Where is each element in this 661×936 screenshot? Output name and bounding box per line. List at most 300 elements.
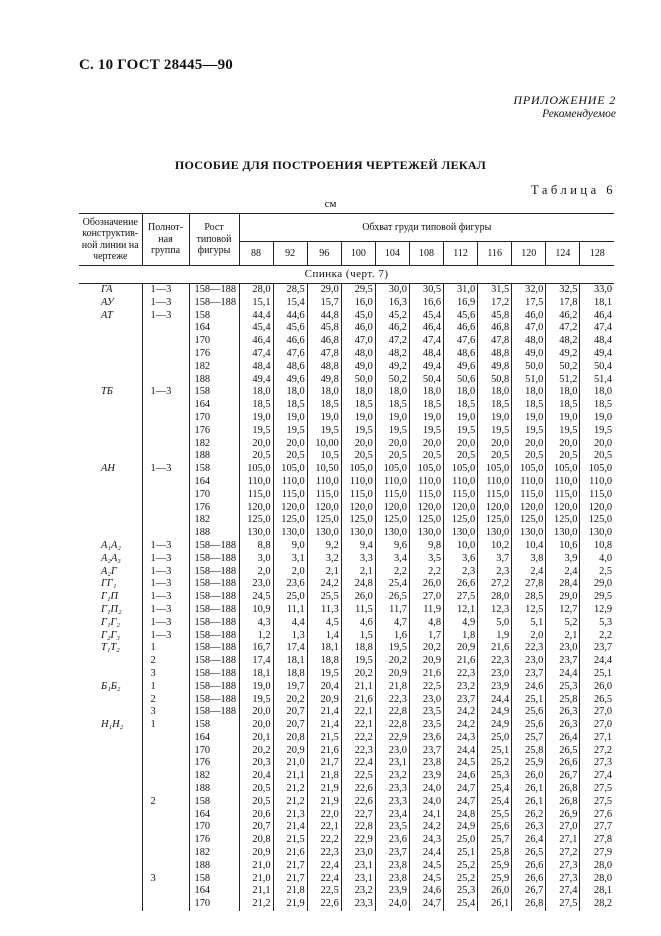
value-cell: 18,8 xyxy=(307,655,341,668)
value-cell: 9,6 xyxy=(375,540,409,553)
document-title: ПОСОБИЕ ДЛЯ ПОСТРОЕНИЯ ЧЕРТЕЖЕЙ ЛЕКАЛ xyxy=(174,158,487,172)
value-cell: 115,0 xyxy=(546,489,580,502)
value-cell: 31,0 xyxy=(444,284,478,297)
line-name-cell: А₂А₃ xyxy=(101,552,121,564)
value-cell: 4,7 xyxy=(375,617,409,630)
value-cell: 11,1 xyxy=(273,604,307,617)
table-row xyxy=(79,873,614,886)
value-cell: 25,4 xyxy=(478,783,512,796)
value-cell: 21,9 xyxy=(307,783,341,796)
line-name-cell xyxy=(79,361,142,374)
value-cell: 20,0 xyxy=(444,438,478,451)
value-cell: 15,7 xyxy=(307,297,341,310)
value-cell: 30,5 xyxy=(409,284,443,297)
line-name-cell xyxy=(79,770,142,783)
line-name-cell xyxy=(79,399,142,412)
value-cell: 18,8 xyxy=(273,668,307,681)
height-cell: 182 xyxy=(189,770,239,783)
value-cell: 45,4 xyxy=(239,322,273,335)
value-cell: 17,8 xyxy=(546,297,580,310)
value-cell: 19,5 xyxy=(341,655,375,668)
group-cell xyxy=(142,374,189,387)
value-cell: 30,0 xyxy=(375,284,409,297)
value-cell: 120,0 xyxy=(341,502,375,515)
table-row xyxy=(79,681,614,694)
value-cell: 120,0 xyxy=(580,502,614,515)
value-cell: 22,3 xyxy=(444,668,478,681)
value-cell: 49,2 xyxy=(546,348,580,361)
height-cell: 176 xyxy=(189,425,239,438)
value-cell: 19,5 xyxy=(307,668,341,681)
value-cell: 49,6 xyxy=(273,374,307,387)
group-cell xyxy=(142,361,189,374)
table-row xyxy=(79,310,614,323)
value-cell: 21,6 xyxy=(409,668,443,681)
value-cell: 11,7 xyxy=(375,604,409,617)
value-cell: 27,5 xyxy=(580,796,614,809)
value-cell: 22,3 xyxy=(307,847,341,860)
value-cell: 18,1 xyxy=(273,655,307,668)
value-cell: 105,0 xyxy=(512,463,546,476)
value-cell: 24,7 xyxy=(444,783,478,796)
height-cell: 176 xyxy=(189,348,239,361)
value-cell: 25,9 xyxy=(512,757,546,770)
value-cell: 26,1 xyxy=(478,898,512,911)
value-cell: 22,9 xyxy=(375,732,409,745)
value-cell: 24,4 xyxy=(478,694,512,707)
height-cell: 170 xyxy=(189,898,239,911)
value-cell: 1,7 xyxy=(409,630,443,643)
chest-size-header: 116 xyxy=(478,242,512,266)
value-cell: 24,4 xyxy=(580,655,614,668)
height-cell: 164 xyxy=(189,476,239,489)
line-name-cell: ТБ xyxy=(101,386,113,398)
value-cell: 49,4 xyxy=(580,348,614,361)
value-cell: 20,1 xyxy=(239,732,273,745)
value-cell: 23,5 xyxy=(409,706,443,719)
table-row xyxy=(79,386,614,399)
table-row xyxy=(79,885,614,898)
line-name-cell xyxy=(79,809,142,822)
line-name-cell: АУ xyxy=(101,296,114,308)
value-cell: 23,5 xyxy=(409,719,443,732)
value-cell: 48,6 xyxy=(444,348,478,361)
value-cell: 48,2 xyxy=(546,335,580,348)
value-cell: 23,6 xyxy=(409,732,443,745)
value-cell: 20,5 xyxy=(375,450,409,463)
value-cell: 24,4 xyxy=(409,847,443,860)
table-row xyxy=(79,335,614,348)
value-cell: 45,0 xyxy=(341,310,375,323)
height-cell: 158 xyxy=(189,719,239,732)
value-cell: 21,0 xyxy=(239,860,273,873)
value-cell: 9,4 xyxy=(341,540,375,553)
value-cell: 110,0 xyxy=(239,476,273,489)
value-cell: 19,5 xyxy=(546,425,580,438)
table-row xyxy=(79,694,614,707)
value-cell: 23,2 xyxy=(341,885,375,898)
value-cell: 110,0 xyxy=(546,476,580,489)
height-cell: 170 xyxy=(189,335,239,348)
value-cell: 26,5 xyxy=(375,591,409,604)
value-cell: 32,5 xyxy=(546,284,580,297)
value-cell: 28,2 xyxy=(580,898,614,911)
value-cell: 27,5 xyxy=(546,898,580,911)
value-cell: 18,5 xyxy=(409,399,443,412)
value-cell: 2,3 xyxy=(478,566,512,579)
value-cell: 23,6 xyxy=(273,578,307,591)
value-cell: 20,2 xyxy=(273,694,307,707)
value-cell: 24,4 xyxy=(444,745,478,758)
value-cell: 27,2 xyxy=(546,847,580,860)
value-cell: 2,0 xyxy=(239,566,273,579)
value-cell: 4,9 xyxy=(444,617,478,630)
value-cell: 22,3 xyxy=(341,745,375,758)
value-cell: 25,9 xyxy=(478,860,512,873)
value-cell: 23,9 xyxy=(478,681,512,694)
chest-size-header: 92 xyxy=(273,242,307,266)
value-cell: 22,5 xyxy=(307,885,341,898)
value-cell: 18,0 xyxy=(273,386,307,399)
value-cell: 21,3 xyxy=(273,809,307,822)
value-cell: 22,0 xyxy=(307,809,341,822)
section-title: Спинка (черт. 7) xyxy=(79,266,614,284)
value-cell: 23,0 xyxy=(546,642,580,655)
table-row xyxy=(79,630,614,643)
value-cell: 120,0 xyxy=(409,502,443,515)
table-row xyxy=(79,706,614,719)
value-cell: 20,5 xyxy=(239,796,273,809)
value-cell: 33,0 xyxy=(580,284,614,297)
group-cell xyxy=(142,322,189,335)
value-cell: 23,7 xyxy=(512,668,546,681)
value-cell: 21,4 xyxy=(307,706,341,719)
value-cell: 9,0 xyxy=(273,540,307,553)
value-cell: 45,6 xyxy=(273,322,307,335)
value-cell: 20,2 xyxy=(409,642,443,655)
value-cell: 20,0 xyxy=(478,438,512,451)
value-cell: 24,5 xyxy=(239,591,273,604)
value-cell: 20,9 xyxy=(239,847,273,860)
value-cell: 26,8 xyxy=(546,783,580,796)
value-cell: 3,9 xyxy=(546,553,580,566)
value-cell: 18,5 xyxy=(273,399,307,412)
group-cell xyxy=(142,847,189,860)
group-cell: 1 xyxy=(142,681,189,694)
height-cell: 188 xyxy=(189,374,239,387)
value-cell: 19,5 xyxy=(478,425,512,438)
line-name-cell xyxy=(79,476,142,489)
value-cell: 120,0 xyxy=(444,502,478,515)
height-cell: 158—188 xyxy=(189,284,239,297)
table-row xyxy=(79,668,614,681)
table-row xyxy=(79,348,614,361)
value-cell: 21,8 xyxy=(375,681,409,694)
value-cell: 23,3 xyxy=(341,898,375,911)
line-name-cell xyxy=(79,694,142,707)
group-cell xyxy=(142,399,189,412)
value-cell: 27,0 xyxy=(546,821,580,834)
value-cell: 21,0 xyxy=(239,873,273,886)
value-cell: 51,2 xyxy=(546,374,580,387)
line-name-cell: ГГ₁ xyxy=(101,578,117,590)
value-cell: 27,0 xyxy=(580,706,614,719)
value-cell: 23,3 xyxy=(375,796,409,809)
value-cell: 19,5 xyxy=(512,425,546,438)
table-row xyxy=(79,527,614,540)
value-cell: 4,6 xyxy=(341,617,375,630)
value-cell: 24,3 xyxy=(444,732,478,745)
value-cell: 2,5 xyxy=(580,566,614,579)
table-row xyxy=(79,553,614,566)
value-cell: 115,0 xyxy=(239,489,273,502)
value-cell: 47,6 xyxy=(444,335,478,348)
value-cell: 29,0 xyxy=(546,591,580,604)
value-cell: 120,0 xyxy=(546,502,580,515)
table-row xyxy=(79,655,614,668)
table-row xyxy=(79,297,614,310)
value-cell: 28,1 xyxy=(580,885,614,898)
value-cell: 22,5 xyxy=(341,770,375,783)
group-cell xyxy=(142,885,189,898)
value-cell: 27,8 xyxy=(512,578,546,591)
value-cell: 45,6 xyxy=(444,310,478,323)
value-cell: 24,0 xyxy=(409,783,443,796)
value-cell: 22,6 xyxy=(341,796,375,809)
value-cell: 19,0 xyxy=(375,412,409,425)
value-cell: 115,0 xyxy=(580,489,614,502)
value-cell: 46,2 xyxy=(546,310,580,323)
line-name-cell xyxy=(79,745,142,758)
value-cell: 26,6 xyxy=(512,860,546,873)
group-cell xyxy=(142,476,189,489)
value-cell: 130,0 xyxy=(375,527,409,540)
value-cell: 22,1 xyxy=(341,706,375,719)
value-cell: 19,5 xyxy=(580,425,614,438)
height-cell: 158—188 xyxy=(189,553,239,566)
line-name-cell xyxy=(79,668,142,681)
value-cell: 105,0 xyxy=(409,463,443,476)
value-cell: 19,5 xyxy=(341,425,375,438)
value-cell: 50,8 xyxy=(478,374,512,387)
table-row xyxy=(79,514,614,527)
value-cell: 26,5 xyxy=(580,694,614,707)
value-cell: 12,7 xyxy=(546,604,580,617)
value-cell: 3,4 xyxy=(375,553,409,566)
value-cell: 110,0 xyxy=(273,476,307,489)
value-cell: 27,0 xyxy=(409,591,443,604)
height-cell: 158—188 xyxy=(189,694,239,707)
height-cell: 164 xyxy=(189,809,239,822)
value-cell: 27,3 xyxy=(546,860,580,873)
value-cell: 20,2 xyxy=(239,745,273,758)
table-row xyxy=(79,361,614,374)
value-cell: 115,0 xyxy=(375,489,409,502)
value-cell: 22,8 xyxy=(375,719,409,732)
value-cell: 19,0 xyxy=(444,412,478,425)
value-cell: 26,6 xyxy=(512,873,546,886)
group-cell xyxy=(142,348,189,361)
value-cell: 18,0 xyxy=(512,386,546,399)
appendix-note: Рекомендуемое xyxy=(542,108,616,120)
value-cell: 24,0 xyxy=(409,796,443,809)
group-cell: 1—3 xyxy=(142,284,189,297)
value-cell: 18,0 xyxy=(478,386,512,399)
group-cell: 1—3 xyxy=(142,591,189,604)
value-cell: 24,6 xyxy=(409,885,443,898)
line-name-cell xyxy=(79,527,142,540)
value-cell: 26,4 xyxy=(546,732,580,745)
line-name-cell xyxy=(79,834,142,847)
value-cell: 2,2 xyxy=(409,566,443,579)
value-cell: 24,7 xyxy=(444,796,478,809)
line-name-cell: Г₁П₂ xyxy=(101,603,122,615)
value-cell: 23,7 xyxy=(444,694,478,707)
value-cell: 23,5 xyxy=(375,821,409,834)
value-cell: 26,0 xyxy=(341,591,375,604)
value-cell: 22,5 xyxy=(409,681,443,694)
group-cell xyxy=(142,425,189,438)
line-name-cell xyxy=(79,348,142,361)
value-cell: 17,4 xyxy=(239,655,273,668)
value-cell: 21,5 xyxy=(273,834,307,847)
value-cell: 17,2 xyxy=(478,297,512,310)
value-cell: 25,1 xyxy=(478,745,512,758)
chest-size-header: 100 xyxy=(341,242,375,266)
chest-size-header: 124 xyxy=(546,242,580,266)
value-cell: 23,4 xyxy=(375,809,409,822)
value-cell: 4,3 xyxy=(239,617,273,630)
value-cell: 115,0 xyxy=(409,489,443,502)
value-cell: 27,4 xyxy=(546,885,580,898)
value-cell: 26,0 xyxy=(409,578,443,591)
value-cell: 22,8 xyxy=(341,821,375,834)
value-cell: 48,4 xyxy=(580,335,614,348)
value-cell: 3,1 xyxy=(273,553,307,566)
value-cell: 27,3 xyxy=(546,873,580,886)
value-cell: 130,0 xyxy=(239,527,273,540)
value-cell: 19,5 xyxy=(375,642,409,655)
value-cell: 24,2 xyxy=(409,821,443,834)
value-cell: 48,8 xyxy=(307,361,341,374)
value-cell: 49,0 xyxy=(341,361,375,374)
value-cell: 23,0 xyxy=(512,655,546,668)
value-cell: 24,6 xyxy=(444,770,478,783)
value-cell: 21,4 xyxy=(307,719,341,732)
line-name-cell xyxy=(79,412,142,425)
value-cell: 24,4 xyxy=(546,668,580,681)
value-cell: 28,5 xyxy=(512,591,546,604)
measurements-table xyxy=(79,213,614,911)
value-cell: 22,3 xyxy=(375,694,409,707)
value-cell: 23,9 xyxy=(409,770,443,783)
height-cell: 158—188 xyxy=(189,297,239,310)
value-cell: 23,0 xyxy=(341,847,375,860)
group-cell: 3 xyxy=(142,706,189,719)
value-cell: 23,0 xyxy=(239,578,273,591)
group-cell xyxy=(142,821,189,834)
value-cell: 25,3 xyxy=(444,885,478,898)
value-cell: 46,6 xyxy=(273,335,307,348)
height-cell: 158—188 xyxy=(189,668,239,681)
value-cell: 20,7 xyxy=(273,719,307,732)
value-cell: 24,2 xyxy=(307,578,341,591)
value-cell: 25,4 xyxy=(444,898,478,911)
line-name-cell: Г₂Г₃ xyxy=(101,629,121,641)
line-name-cell xyxy=(79,796,142,809)
value-cell: 17,5 xyxy=(512,297,546,310)
group-cell: 1—3 xyxy=(142,540,189,553)
value-cell: 25,5 xyxy=(478,809,512,822)
value-cell: 115,0 xyxy=(307,489,341,502)
value-cell: 19,0 xyxy=(512,412,546,425)
value-cell: 2,1 xyxy=(546,630,580,643)
group-cell xyxy=(142,860,189,873)
value-cell: 28,4 xyxy=(546,578,580,591)
value-cell: 26,0 xyxy=(512,770,546,783)
value-cell: 4,4 xyxy=(273,617,307,630)
value-cell: 18,0 xyxy=(580,386,614,399)
group-cell: 1—3 xyxy=(142,463,189,476)
group-cell: 2 xyxy=(142,796,189,809)
value-cell: 120,0 xyxy=(512,502,546,515)
value-cell: 20,0 xyxy=(375,438,409,451)
value-cell: 27,0 xyxy=(580,719,614,732)
value-cell: 23,7 xyxy=(409,745,443,758)
value-cell: 19,0 xyxy=(580,412,614,425)
value-cell: 27,5 xyxy=(580,783,614,796)
value-cell: 18,5 xyxy=(239,399,273,412)
value-cell: 115,0 xyxy=(444,489,478,502)
table-row xyxy=(79,374,614,387)
value-cell: 26,1 xyxy=(512,783,546,796)
value-cell: 45,2 xyxy=(375,310,409,323)
value-cell: 125,0 xyxy=(409,514,443,527)
value-cell: 25,2 xyxy=(444,860,478,873)
value-cell: 26,7 xyxy=(512,885,546,898)
value-cell: 20,5 xyxy=(341,450,375,463)
value-cell: 105,0 xyxy=(546,463,580,476)
table-row xyxy=(79,757,614,770)
value-cell: 3,3 xyxy=(341,553,375,566)
value-cell: 45,8 xyxy=(478,310,512,323)
height-cell: 182 xyxy=(189,361,239,374)
value-cell: 2,4 xyxy=(512,566,546,579)
value-cell: 21,6 xyxy=(307,745,341,758)
height-cell: 188 xyxy=(189,783,239,796)
value-cell: 24,5 xyxy=(409,873,443,886)
group-cell xyxy=(142,834,189,847)
value-cell: 49,2 xyxy=(375,361,409,374)
value-cell: 21,7 xyxy=(273,873,307,886)
value-cell: 18,1 xyxy=(580,297,614,310)
value-cell: 22,1 xyxy=(341,719,375,732)
value-cell: 18,1 xyxy=(239,668,273,681)
chest-size-header: 108 xyxy=(409,242,443,266)
value-cell: 19,5 xyxy=(239,694,273,707)
value-cell: 21,1 xyxy=(273,770,307,783)
value-cell: 20,5 xyxy=(409,450,443,463)
value-cell: 120,0 xyxy=(307,502,341,515)
value-cell: 50,6 xyxy=(444,374,478,387)
value-cell: 21,9 xyxy=(273,898,307,911)
table-row xyxy=(79,809,614,822)
height-cell: 176 xyxy=(189,502,239,515)
value-cell: 27,5 xyxy=(444,591,478,604)
value-cell: 44,4 xyxy=(239,310,273,323)
height-cell: 182 xyxy=(189,514,239,527)
height-cell: 182 xyxy=(189,847,239,860)
